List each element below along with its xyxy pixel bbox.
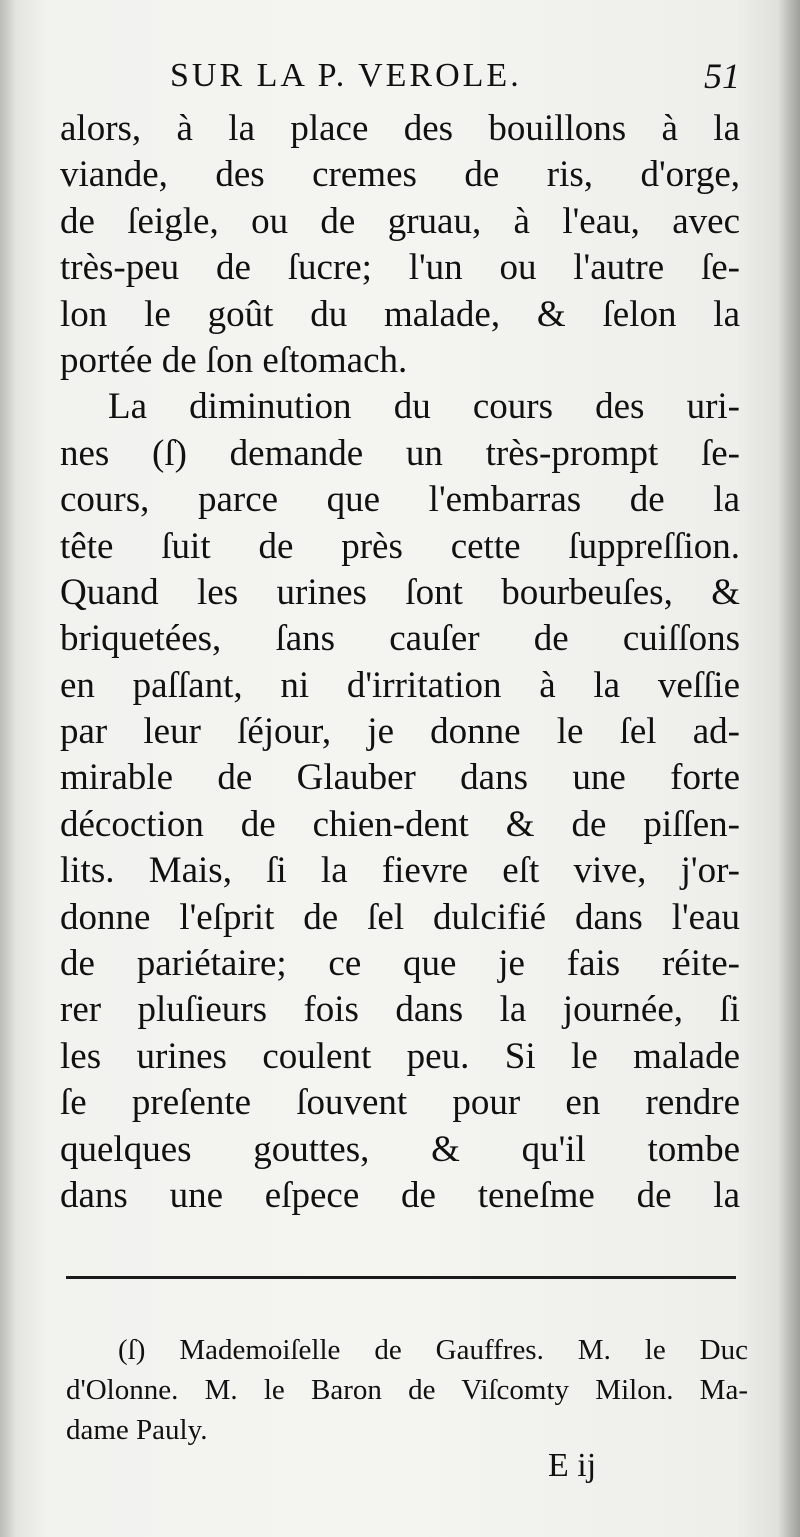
text-line: cours, parce que l'embarras de la bbox=[60, 479, 740, 521]
text-line: en paſſant, ni d'irritation à la veſſie bbox=[60, 664, 740, 706]
body-text bbox=[60, 106, 740, 1219]
text-line: par leur ſéjour, je donne le ſel ad- bbox=[60, 711, 740, 753]
footnote bbox=[66, 1330, 748, 1450]
text-line: décoction de chien-dent & de piſſen- bbox=[60, 803, 740, 845]
text-line: tête ſuit de près cette ſuppreſſion. bbox=[60, 525, 740, 567]
text-line: La diminution du cours des uri- bbox=[108, 386, 740, 428]
text-line: Quand les urines ſont bourbeuſes, & bbox=[60, 571, 740, 613]
text-line: lits. Mais, ſi la fievre eſt vive, j'or- bbox=[60, 850, 740, 892]
footnote-line: dame Pauly. bbox=[66, 1414, 208, 1446]
text-line: briquetées, ſans cauſer de cuiſſons bbox=[60, 618, 740, 660]
text-line: quelques gouttes, & qu'il tombe bbox=[60, 1128, 740, 1170]
text-line: nes (ſ) demande un très-prompt ſe- bbox=[60, 432, 740, 474]
text-line: rer pluſieurs fois dans la journée, ſi bbox=[60, 989, 740, 1031]
text-line: les urines coulent peu. Si le malade bbox=[60, 1035, 740, 1077]
text-line: de ſeigle, ou de gruau, à l'eau, avec bbox=[60, 200, 740, 242]
text-line: alors, à la place des bouillons à la bbox=[60, 108, 740, 149]
text-line: ſe preſente ſouvent pour en rendre bbox=[60, 1082, 740, 1124]
text-line: très-peu de ſucre; l'un ou l'autre ſe- bbox=[60, 247, 740, 289]
page-number: 51 bbox=[704, 56, 740, 96]
text-line: de pariétaire; ce que je fais réite- bbox=[60, 943, 740, 985]
text-line: portée de ſon eſtomach. bbox=[60, 339, 408, 381]
text-line: donne l'eſprit de ſel dulcifié dans l'eau bbox=[60, 896, 740, 938]
text-line: mirable de Glauber dans une forte bbox=[60, 757, 740, 799]
text-line: dans une eſpece de teneſme de la bbox=[60, 1174, 740, 1216]
footnote-rule bbox=[66, 1276, 736, 1279]
footnote-line: (ſ) Mademoiſelle de Gauffres. M. le Duc bbox=[118, 1334, 748, 1366]
page-gutter-shadow bbox=[778, 0, 800, 1537]
signature-mark: E ij bbox=[548, 1447, 597, 1484]
page-left-shadow bbox=[0, 0, 16, 1537]
page-header bbox=[170, 52, 740, 100]
text-line: viande, des cremes de ris, d'orge, bbox=[60, 154, 740, 196]
running-title: SUR LA P. VEROLE. bbox=[170, 57, 522, 94]
text-line: lon le goût du malade, & ſelon la bbox=[60, 293, 740, 335]
footnote-line: d'Olonne. M. le Baron de Viſcomty Milon. Ma- bbox=[66, 1374, 748, 1406]
